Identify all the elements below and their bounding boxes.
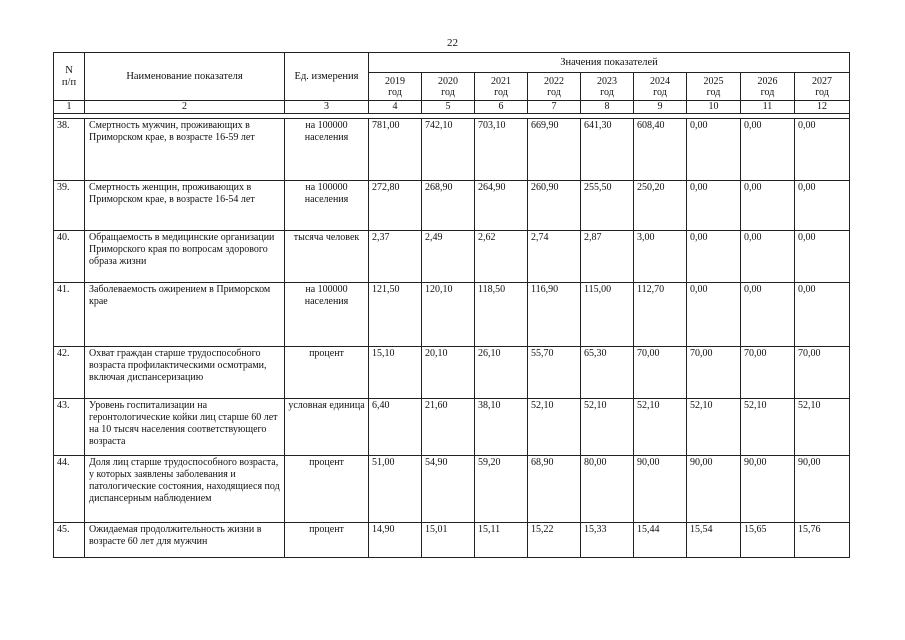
- indicator-value: 21,60: [422, 399, 475, 456]
- indicator-value: 2,62: [475, 231, 528, 283]
- indicator-value: 120,10: [422, 283, 475, 347]
- indicator-name: Уровень госпитализации на геронтологические койки лиц старше 60 лет на 10 тысяч населения соответствующего возраста: [85, 399, 285, 456]
- indicator-value: 90,00: [687, 456, 741, 523]
- unit-of-measure: на 100000 населения: [285, 181, 369, 231]
- indicator-value: 52,10: [687, 399, 741, 456]
- indicator-value: 15,65: [741, 523, 795, 558]
- column-number: 6: [475, 101, 528, 114]
- indicator-value: 70,00: [795, 347, 850, 399]
- indicator-value: 641,30: [581, 119, 634, 181]
- indicator-value: 118,50: [475, 283, 528, 347]
- indicator-value: 268,90: [422, 181, 475, 231]
- indicator-value: 52,10: [741, 399, 795, 456]
- column-number: 4: [369, 101, 422, 114]
- indicator-value: 70,00: [687, 347, 741, 399]
- indicator-value: 0,00: [795, 231, 850, 283]
- indicator-value: 0,00: [687, 231, 741, 283]
- indicator-value: 6,40: [369, 399, 422, 456]
- row-number: 38.: [54, 119, 85, 181]
- indicator-value: 15,22: [528, 523, 581, 558]
- indicator-value: 20,10: [422, 347, 475, 399]
- row-number: 41.: [54, 283, 85, 347]
- indicator-value: 264,90: [475, 181, 528, 231]
- indicator-value: 38,10: [475, 399, 528, 456]
- indicator-value: 90,00: [795, 456, 850, 523]
- indicator-value: 15,76: [795, 523, 850, 558]
- indicator-value: 255,50: [581, 181, 634, 231]
- header-year: 2021 год: [475, 73, 528, 101]
- indicator-value: 742,10: [422, 119, 475, 181]
- row-number: 42.: [54, 347, 85, 399]
- column-number: 10: [687, 101, 741, 114]
- indicator-value: 15,54: [687, 523, 741, 558]
- header-year: 2025 год: [687, 73, 741, 101]
- indicator-name: Доля лиц старше трудоспособного возраста, у которых заявлены заболевания и патологические состояния, находящиеся под диспансерным наблюдением: [85, 456, 285, 523]
- indicator-value: 26,10: [475, 347, 528, 399]
- indicator-name: Обращаемость в медицинские организации Приморского края по вопросам здорового образа жизни: [85, 231, 285, 283]
- indicator-value: 90,00: [741, 456, 795, 523]
- indicator-value: 15,44: [634, 523, 687, 558]
- header-year: 2019 год: [369, 73, 422, 101]
- indicator-value: 116,90: [528, 283, 581, 347]
- indicator-value: 0,00: [687, 181, 741, 231]
- indicator-value: 68,90: [528, 456, 581, 523]
- table-row: [54, 347, 850, 399]
- header-year: 2026 год: [741, 73, 795, 101]
- indicator-value: 0,00: [795, 119, 850, 181]
- table-row: [54, 456, 850, 523]
- table-row: [54, 181, 850, 231]
- indicator-value: 0,00: [741, 119, 795, 181]
- header-values: Значения показателей: [369, 53, 850, 73]
- column-number: 5: [422, 101, 475, 114]
- column-number: 3: [285, 101, 369, 114]
- indicator-value: 2,87: [581, 231, 634, 283]
- unit-of-measure: на 100000 населения: [285, 119, 369, 181]
- row-number: 39.: [54, 181, 85, 231]
- indicator-value: 52,10: [795, 399, 850, 456]
- indicator-value: 15,33: [581, 523, 634, 558]
- indicator-value: 272,80: [369, 181, 422, 231]
- indicator-value: 2,49: [422, 231, 475, 283]
- column-number: 9: [634, 101, 687, 114]
- unit-of-measure: процент: [285, 347, 369, 399]
- indicator-value: 0,00: [741, 231, 795, 283]
- indicator-value: 2,37: [369, 231, 422, 283]
- indicator-name: Ожидаемая продолжительность жизни в возрасте 60 лет для мужчин: [85, 523, 285, 558]
- indicator-value: 80,00: [581, 456, 634, 523]
- indicator-value: 70,00: [634, 347, 687, 399]
- header-name: Наименование показателя: [85, 53, 285, 101]
- indicator-value: 65,30: [581, 347, 634, 399]
- column-number: 1: [54, 101, 85, 114]
- page-number: 22: [447, 37, 458, 49]
- indicator-value: 0,00: [741, 181, 795, 231]
- indicator-value: 52,10: [528, 399, 581, 456]
- indicator-value: 0,00: [741, 283, 795, 347]
- column-number: 2: [85, 101, 285, 114]
- indicator-value: 115,00: [581, 283, 634, 347]
- column-number: 11: [741, 101, 795, 114]
- indicator-value: 0,00: [795, 283, 850, 347]
- indicator-value: 0,00: [687, 119, 741, 181]
- indicator-value: 90,00: [634, 456, 687, 523]
- indicator-value: 669,90: [528, 119, 581, 181]
- unit-of-measure: тысяча человек: [285, 231, 369, 283]
- indicator-value: 70,00: [741, 347, 795, 399]
- unit-of-measure: процент: [285, 523, 369, 558]
- unit-of-measure: на 100000 населения: [285, 283, 369, 347]
- indicator-name: Охват граждан старше трудоспособного возраста профилактическими осмотрами, включая диспансеризацию: [85, 347, 285, 399]
- row-number: 45.: [54, 523, 85, 558]
- indicator-value: 703,10: [475, 119, 528, 181]
- indicator-value: 250,20: [634, 181, 687, 231]
- indicator-value: 15,11: [475, 523, 528, 558]
- indicator-value: 3,00: [634, 231, 687, 283]
- indicator-value: 0,00: [795, 181, 850, 231]
- indicator-value: 55,70: [528, 347, 581, 399]
- table-row: [54, 119, 850, 181]
- indicator-value: 2,74: [528, 231, 581, 283]
- indicator-name: Заболеваемость ожирением в Приморском крае: [85, 283, 285, 347]
- indicator-value: 112,70: [634, 283, 687, 347]
- header-n: N п/п: [54, 53, 85, 101]
- indicator-value: 51,00: [369, 456, 422, 523]
- indicator-value: 15,01: [422, 523, 475, 558]
- table-row: [54, 523, 850, 558]
- indicator-value: 59,20: [475, 456, 528, 523]
- header-year: 2023 год: [581, 73, 634, 101]
- indicator-value: 121,50: [369, 283, 422, 347]
- indicator-name: Смертность мужчин, проживающих в Приморском крае, в возрасте 16-59 лет: [85, 119, 285, 181]
- indicator-value: 260,90: [528, 181, 581, 231]
- column-number: 12: [795, 101, 850, 114]
- table-row: [54, 231, 850, 283]
- indicator-value: 0,00: [687, 283, 741, 347]
- table-row: [54, 399, 850, 456]
- row-number: 43.: [54, 399, 85, 456]
- indicator-value: 781,00: [369, 119, 422, 181]
- header-year: 2022 год: [528, 73, 581, 101]
- indicator-value: 15,10: [369, 347, 422, 399]
- header-unit: Ед. измерения: [285, 53, 369, 101]
- column-number: 8: [581, 101, 634, 114]
- indicator-value: 52,10: [581, 399, 634, 456]
- unit-of-measure: процент: [285, 456, 369, 523]
- table-row: [54, 283, 850, 347]
- row-number: 44.: [54, 456, 85, 523]
- indicator-value: 608,40: [634, 119, 687, 181]
- unit-of-measure: условная единица: [285, 399, 369, 456]
- header-year: 2027 год: [795, 73, 850, 101]
- row-number: 40.: [54, 231, 85, 283]
- indicator-name: Смертность женщин, проживающих в Приморском крае, в возрасте 16-54 лет: [85, 181, 285, 231]
- header-year: 2024 год: [634, 73, 687, 101]
- indicator-value: 54,90: [422, 456, 475, 523]
- column-number: 7: [528, 101, 581, 114]
- indicator-value: 14,90: [369, 523, 422, 558]
- indicator-value: 52,10: [634, 399, 687, 456]
- header-year: 2020 год: [422, 73, 475, 101]
- indicators-table: [53, 52, 850, 558]
